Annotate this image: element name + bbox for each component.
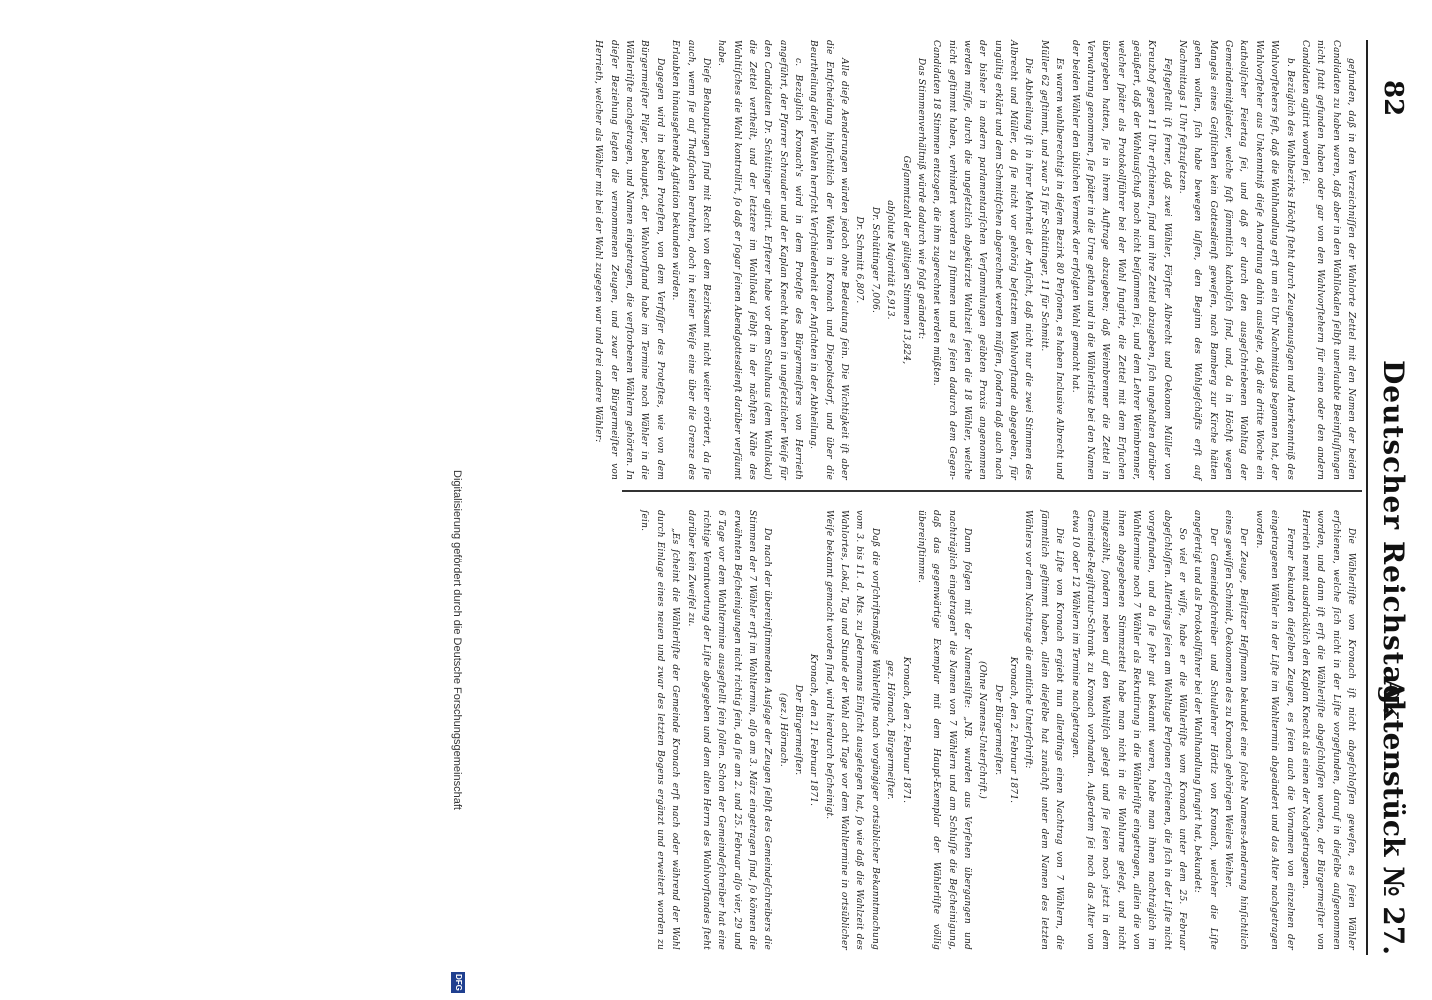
paragraph: Die Abtheilung iſt in ihrer Mehrheit der Anſicht, daß nicht nur die zwei Stimmen des Albrecht und Müller, da ſie nicht vor gehörig beſetztem Wahlvorſtande abgegeben, für ungültig erklärt und dem Schmittſchen abgerechnet werden müſſen, ſondern daß auch nach der bisher in andern parlamentariſchen Verſammlungen geübten Praxis angenommen werden müſſe, durch die ungeſetzlich abgekürzte Wahlzeit ſeien die 18 Wähler, welche nicht geſtimmt haben, verhindert worden zu ſtimmen und es ſeien dadurch dem Gegen-Candidaten 18 Stimmen entzogen, die ihm zugerechnet werden müßten. (931, 40, 1034, 480)
centered-line: abſolute Majorität 6,913. (885, 200, 896, 320)
paragraph: Der Gemeindeſchreiber und Schullehrer Hörtlz von Kronach, welcher die Liſte angefertigt und als Protokollführer bei der Wahlhandlung fungirt hat, bekundet: (1192, 510, 1218, 950)
centered-line: Kronach, den 2. Februar 1871. (1008, 656, 1019, 804)
paragraph: Der Zeuge, Beiſitzer Heſſmann bekundet eine ſolche Namens-Aenderung hinſichtlich eines gewiſſen Schmidt, Oekonomen des zu Kronach gehörigen Weilers Weiher. (1223, 510, 1249, 950)
centered-line: Dr. Schmitt 6,807. (854, 216, 865, 304)
paragraph: Die Wählerliſte von Kronach iſt nicht abgeſchloſſen geweſen, es ſeien Wähler erſchienen, welche ſich nicht in der Liſte vorgefunden, darauf in dieſelbe aufgenommen worden, und dann iſt erſt die Wählerliſte abgeſchloſſen worden, der Bürgermeiſter von Herrieth nennt ausdrücklich den Kaplan Knecht als einen der Nachgetragenen. (1299, 510, 1356, 950)
paragraph: gefunden, daß in den Verzeichniſſen der Wahlorte Zettel mit den Namen der beiden Candidaten zu haben waren, daß aber in den Wahllokalen ſelbſt unerlaubte Beeinfluſſungen nicht ſtatt gefunden haben oder gar von den Wahlvorſtehern für einen oder den andern Candidaten agitirt worden ſei. (1299, 40, 1356, 480)
paragraph: So viel er wiſſe, habe er die Wählerliſte vom Kronach unter dem 25. Februar abgeſchloſſen. Allerdings ſeien am Wahltage Perſonen erſchienen, die ſich in der Liſte nicht vorgefunden, und da ſie ſehr gut bekannt waren, habe man ihnen nachträglich im Wahltermine noch 7 Wähler als Rekrutirung in die Wählerliſte eingetragen, allein die von ihnen abgegebenen Stimmzettel habe man nicht in die Wahlurne gelegt, und nicht mitgezählt, ſondern neben auf den Wahltiſch gelegt und ſie ſeien noch jetzt in dem Gemeinde-Regiſtratur-Schrank zu Kronach vorhanden. Außerdem ſei noch das Alter von etwa 10 oder 12 Wählern im Termine nachgetragen. (1069, 510, 1188, 950)
centered-line: gez. Hörnach, Bürgermeiſter. (885, 660, 896, 800)
centered-line: Geſammtzahl der gültigen Stimmen 13,824, (900, 155, 911, 365)
header-rule (1366, 40, 1368, 955)
digitization-footer: Digitalisierung gefördert durch die Deutsche Forschungsgemeinschaft (451, 470, 463, 810)
paragraph: Da nach der übereinſtimmenden Ausſage der Zeugen ſelbſt des Gemeindeſchreibers die Stimmen der 7 Wähler erſt im Wahltermin, alſo am 3. März eingetragen ſind, ſo können die erwähnten Beſcheinigungen nicht richtig ſein, da ſie am 2. und 25. Februar alſo vier, 29 und 6 Tage vor dem Wahltermine ausgeſtellt ſein ſollen. Schon der Gemeindeſchreiber hat eine richtige Verantwortung der Liſte abgegeben und dem alten Herrn des Wahlvorſtandes ſteht darüber kein Zweifel zu. (685, 510, 773, 950)
paragraph: Die Liſte von Kronach ergiebt nun allerdings einen Nachtrag von 7 Wählern, die ſämmtlich geſtimmt haben, allein dieſelbe hat zunächſt unter dem Namen des letzten Wählers vor dem Nachtrage die amtliche Unterſchrift: (1023, 510, 1065, 950)
paragraph: Dagegen wird in beiden Proteſten, von dem Verfaſſer des Proteſtes, wie von dem Bürgermeiſter Pilger, behauptet, der Wahlvorſtand habe im Termine noch Wähler in die Wählerliſte nachgetragen, und Namen eingetragen, die verſtorbenen Wählern gehörten. In dieſer Beziehung legten die vernommenen Zeugen, und zwar der Bürgermeiſter von Herrieth, welcher als Wähler mit bei der Wahl zugegen war und drei andere Wähler: (593, 40, 665, 480)
paragraph: b. Bezüglich des Wahlbezirks Höchſt ſteht durch Zeugenausſagen und Anerkenntniß des Wahlvorſtehers feſt, daß die Wahlhandlung erſt um ein Uhr Nachmittags begonnen hat, der Wahlvorſteher aus Unkenntniß dieſe Anordnung dahin auslegte, daß die dritte Woche ein katholiſcher Feiertag ſei, und daß er durch den ausgeſchriebenen Wahltag der Gemeindemitglieder, welche faſt ſämmtlich katholiſch ſind, und, da in Höchſt wegen Mangels eines Geiſtlichen kein Gottesdienſt geweſen, nach Bamberg zur Kirche hätten gehen wollen, ſich habe bewegen laſſen, den Beginn des Wahlgeſchäfts erſt auf Nachmittags 1 Uhr feſtzuſetzen. (1177, 40, 1295, 480)
dfg-logo: DFG (451, 972, 465, 993)
centered-line: Kronach, den 2. Februar 1871. (900, 656, 911, 804)
paragraph: Alle dieſe Aenderungen würden jedoch ohne Bedeutung ſein. Die Wichtigkeit iſt aber die Entſcheidung hinſichtlich der Wahlen in Kronach und Diepoltsdorf, und über die Beurtheilung dieſer Wahlen herrſcht Verſchiedenheit der Anſichten in der Abtheilung. (808, 40, 850, 480)
page-header (1374, 40, 1414, 955)
paragraph: c. Bezüglich Kronach's wird in dem Proteſte des Bürgermeiſters von Herrieth angeführt, der Pfarrer Schrauder und der Kaplan Knecht haben in ungeſetzlicher Weiſe für den Candidaten Dr. Schüttinger agitirt. Erſterer habe vor dem Schulhaus (dem Wahllokal) die Zettel vertheilt, und der letztere im Wahllokal ſelbſt in der nächſten Nähe des Wahltiſches die Wahl kontrollirt, ſo daß er ſogar ſeinen Abendgottesdienſt darüber verſäumt habe. (716, 40, 804, 480)
centered-line: Dr. Schüttinger 7,006. (869, 206, 880, 314)
paragraph: Dieſe Behauptungen ſind mit Recht von dem Bezirksamt nicht weiter erörtert, da ſie auch, wenn ſie auf Thatſachen beruhten, doch in keiner Weiſe eine über die Grenze des Erlaubten hinausgehende Agitation bekunden würden. (670, 40, 711, 480)
paragraph: Daß die vorſchriftsmäßige Wählerliſte nach vorgängiger ortsüblicher Bekanntmachung vom 3. bis 11. d. Mts. zu Jedermanns Einſicht ausgelegen hat, ſo wie daß die Wahlzeit des Wahlortes, Lokal, Tag und Stunde der Wahl acht Tage vor dem Wahltermine in ortsüblicher Weiſe bekannt gemacht worden ſind, wird hierdurch beſcheinigt. (823, 510, 880, 950)
paragraph: Feſtgeſtellt iſt ferner, daß zwei Wähler, Förſter Albrecht und Oekonom Müller von Kreuzhof gegen 11 Uhr erſchienen, ſind um ihre Zettel abzugeben, ſich ungehalten darüber geäußert, daß der Wahlausſchuß noch nicht beiſammen ſei, und dem Lehrer Weimbrenner, welcher ſpäter als Protokollführer bei der Wahl fungirte, die Zettel mit dem Erſuchen übergeben hatten, ſie in ihrem Auftrage abzugeben; daß Weimbrenner die Zettel in Verwahrung genommen, ſie ſpäter in die Urne gethan und in die Wählerliste bei den Namen der beiden Wähler den üblichen Vermerk der erfolgten Wahl gemacht hat. (1069, 40, 1172, 480)
centered-line: Der Bürgermeiſter. (992, 684, 1003, 776)
left-text-column (590, 40, 1358, 480)
centered-line: Der Bürgermeiſter. (793, 684, 804, 776)
centered-line: Kronach, den 21. Februar 1871. (808, 653, 819, 807)
paragraph: Es waren wahlberechtigt in dieſem Bezirk 80 Perſonen, es haben Inclusive Albrecht und Müller 62 geſtimmt, und zwar 51 für Schüttinger, 11 für Schmitt. (1038, 40, 1065, 480)
issue-number: Aktenstück № 27. (1377, 678, 1410, 955)
paragraph: „Es ſcheint die Wählerliſte der Gemeinde Kronach erſt nach oder während der Wahl durch Einlage eines neuen und zwar des letzten Bogens ergänzt und erweitert worden zu ſein. (639, 510, 681, 950)
right-text-column (636, 510, 1358, 950)
paragraph: Dann folgen mit der Namensliſte: „NB. wurden aus Verſehen übergangen und nachträglich eingetragen" die Namen von 7 Wählern und am Schluſſe die Beſcheinigung, daß das gegenwärtige Exemplar mit dem Haupt-Exemplar der Wählerliſte völlig übereinſtimme. (915, 510, 973, 950)
paragraph: Ferner bekunden dieſelben Zeugen, es ſeien auch die Vornamen von einzelnen der eingetragenen Wähler in der Liſte im Wahltermin abgeändert und das Alter nachgetragen worden. (1253, 510, 1295, 950)
centered-line: (Ohne Namens-Unterſchrift.) (977, 661, 988, 799)
column-divider (622, 490, 1362, 492)
page-number: 82 (1378, 80, 1408, 117)
centered-line: (gez.) Hörnach. (777, 692, 788, 767)
paragraph: Das Stimmenverhältniß würde dadurch wie folgt geändert: (915, 58, 926, 340)
page-title: Deutscher Reichstag. (1377, 360, 1410, 717)
